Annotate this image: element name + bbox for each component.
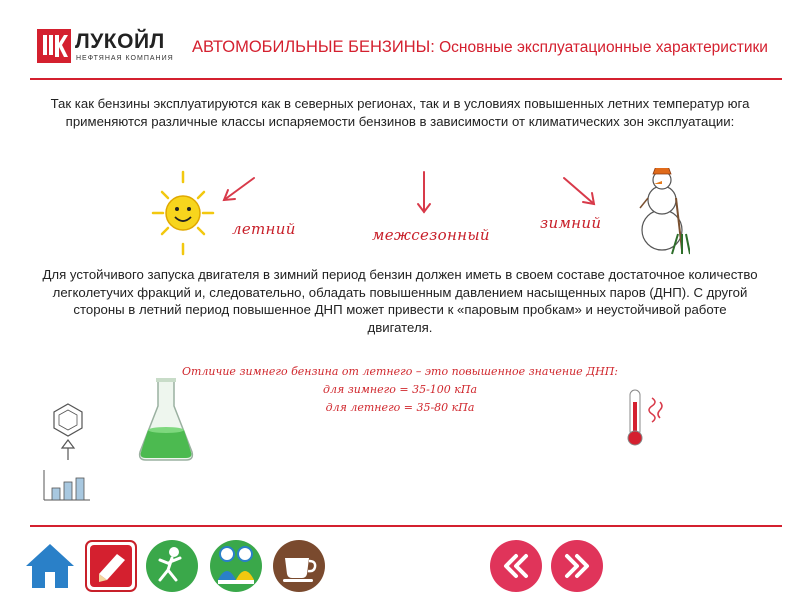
book-icon xyxy=(85,540,137,592)
dnp-note xyxy=(160,363,640,417)
lukoil-logo-mark xyxy=(37,29,71,63)
thermometer-icon xyxy=(624,388,670,448)
footer-divider xyxy=(30,525,782,527)
page-title xyxy=(192,37,772,58)
coffee-button[interactable] xyxy=(273,540,325,592)
snowman-icon xyxy=(640,168,690,254)
note-line-1: Отличие зимнего бензина от летнего – это повышенное значение ДНП: xyxy=(181,365,619,378)
arrow-interseason-icon xyxy=(418,172,430,212)
label-interseason: межсезонный xyxy=(372,226,490,244)
home-button[interactable] xyxy=(24,540,76,592)
label-summer: летний xyxy=(232,220,296,238)
title-rest: Основные эксплуатационные характеристики xyxy=(434,39,768,56)
sun-icon xyxy=(153,172,213,254)
logo-subtitle: НЕФТЯНАЯ КОМПАНИЯ xyxy=(76,55,174,62)
person-icon xyxy=(146,540,198,592)
arrow-summer-icon xyxy=(224,178,254,200)
logo-wordmark: ЛУКОЙЛ xyxy=(75,30,165,53)
previous-slide-button[interactable] xyxy=(490,540,542,592)
home-icon xyxy=(24,540,76,592)
body-paragraph: Для устойчивого запуска двигателя в зимний период бензин должен иметь в своем составе достаточное количество легколетучих фракций и, следовательно, обладать повышенным давлением насыщенных паров (ДНП). С другой стороны в летний период повышенное ДНП может привести к «паровым пробкам» и неустойчивой работе двигателя. xyxy=(42,267,758,335)
activity-button[interactable] xyxy=(146,540,198,592)
fast-forward-icon xyxy=(551,540,603,592)
note-line-3: для летнего = 35-80 кПа xyxy=(325,401,475,414)
flask-icon xyxy=(136,378,196,464)
book-button[interactable] xyxy=(85,540,137,592)
people-button[interactable] xyxy=(210,540,262,592)
chemistry-sketch-icon xyxy=(38,398,98,504)
coffee-icon xyxy=(273,540,325,592)
people-icon xyxy=(210,540,262,592)
header-divider xyxy=(30,78,782,80)
label-winter: зимний xyxy=(540,214,602,232)
note-line-2: для зимнего = 35-100 кПа xyxy=(322,383,478,396)
seasons-illustration xyxy=(150,168,690,258)
next-slide-button[interactable] xyxy=(551,540,603,592)
rewind-icon xyxy=(490,540,542,592)
title-main: АВТОМОБИЛЬНЫЕ БЕНЗИНЫ: xyxy=(192,38,435,56)
intro-paragraph: Так как бензины эксплуатируются как в северных регионах, так и в условиях повышенных летних температур юга применяются различные классы испаряемости бензинов в зависимости от климатических зон эксплуатации: xyxy=(50,96,750,129)
arrow-winter-icon xyxy=(564,178,594,204)
